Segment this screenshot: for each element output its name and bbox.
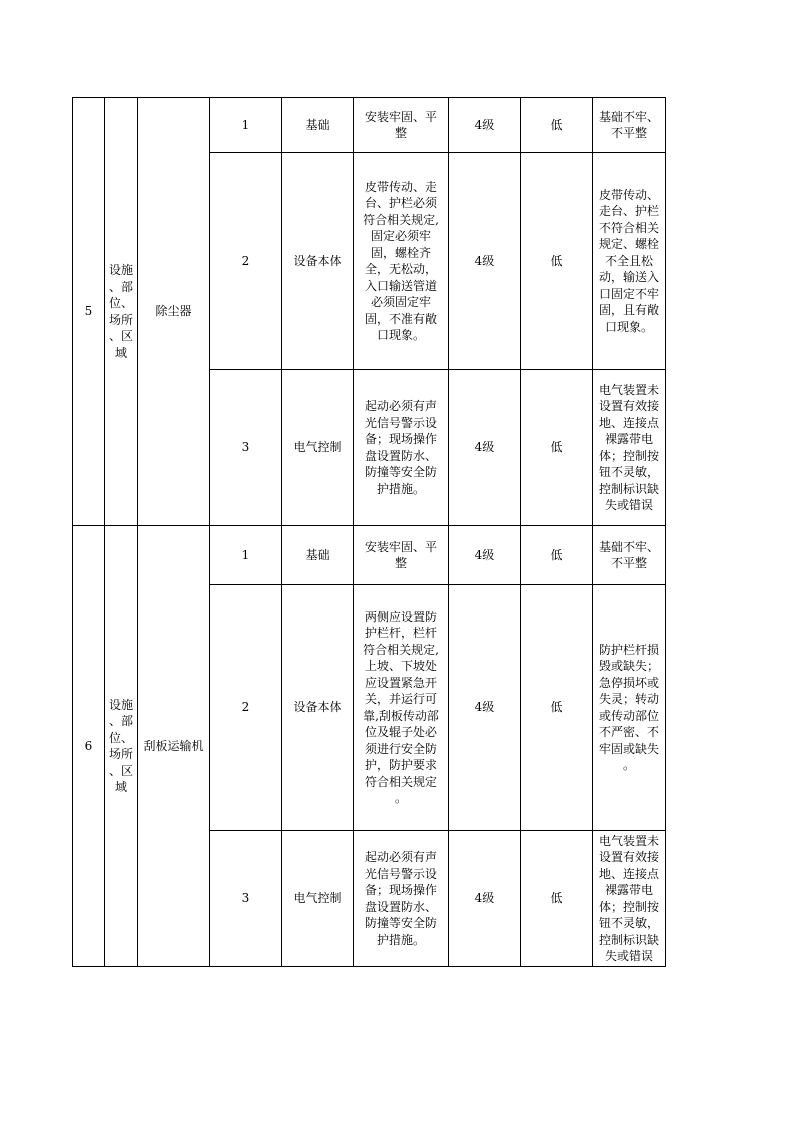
item-part: 电气控制	[282, 831, 354, 967]
item-standard: 起动必须有声 光信号警示设 备；现场操作 盘设置防水、 防撞等安全防 护措施。	[354, 831, 449, 967]
item-hazard: 电气装置未 设置有效接 地、连接点 裸露带电 体；控制按 钮不灵敏， 控制标识缺 失或错误	[593, 370, 666, 526]
item-risk: 低	[521, 585, 593, 831]
item-standard: 起动必须有声 光信号警示设 备；现场操作 盘设置防水、 防撞等安全防 护措施。	[354, 370, 449, 526]
item-hazard: 电气装置未 设置有效接 地、连接点 裸露带电 体；控制按 钮不灵敏， 控制标识缺 失或错误	[593, 831, 666, 967]
table-row	[73, 526, 666, 585]
item-seq: 3	[210, 370, 282, 526]
group-category: 设施 、部 位、 场所 、区 域	[105, 98, 138, 526]
item-part: 设备本体	[282, 585, 354, 831]
item-level: 4级	[449, 153, 521, 370]
item-level: 4级	[449, 831, 521, 967]
item-seq: 1	[210, 526, 282, 585]
item-hazard: 皮带传动、 走台、护栏 不符合相关 规定、螺栓 不全且松 动，输送入 口固定不牢 固，且有敞 口现象。	[593, 153, 666, 370]
item-seq: 2	[210, 153, 282, 370]
item-level: 4级	[449, 98, 521, 153]
item-seq: 2	[210, 585, 282, 831]
hazard-table	[72, 97, 666, 967]
item-standard: 安装牢固、平 整	[354, 526, 449, 585]
item-risk: 低	[521, 831, 593, 967]
group-number: 5	[73, 98, 105, 526]
equipment-name: 除尘器	[138, 98, 210, 526]
item-standard: 两侧应设置防 护栏杆，栏杆 符合相关规定, 上坡、下坡处 应设置紧急开 关，并运行可 靠,刮板传动部 位及辊子处必 须进行安全防 护，防护要求 符合相关规定 。	[354, 585, 449, 831]
item-standard: 皮带传动、走 台、护栏必须 符合相关规定, 固定必须牢 固，螺栓齐 全，无松动， 入口输送管道 必须固定牢 固，不准有敞 口现象。	[354, 153, 449, 370]
group-category: 设施 、部 位、 场所 、区 域	[105, 526, 138, 967]
item-level: 4级	[449, 526, 521, 585]
item-risk: 低	[521, 370, 593, 526]
item-standard: 安装牢固、平 整	[354, 98, 449, 153]
item-hazard: 防护栏杆损 毁或缺失； 急停损坏或 失灵；转动 或传动部位 不严密、不 牢固或缺失 。	[593, 585, 666, 831]
item-part: 基础	[282, 98, 354, 153]
equipment-name: 刮板运输机	[138, 526, 210, 967]
item-hazard: 基础不牢、 不平整	[593, 526, 666, 585]
item-hazard: 基础不牢、 不平整	[593, 98, 666, 153]
item-risk: 低	[521, 98, 593, 153]
item-level: 4级	[449, 370, 521, 526]
group-number: 6	[73, 526, 105, 967]
item-part: 设备本体	[282, 153, 354, 370]
item-seq: 1	[210, 98, 282, 153]
table-row	[73, 98, 666, 153]
item-part: 电气控制	[282, 370, 354, 526]
item-risk: 低	[521, 153, 593, 370]
item-seq: 3	[210, 831, 282, 967]
item-risk: 低	[521, 526, 593, 585]
item-part: 基础	[282, 526, 354, 585]
item-level: 4级	[449, 585, 521, 831]
